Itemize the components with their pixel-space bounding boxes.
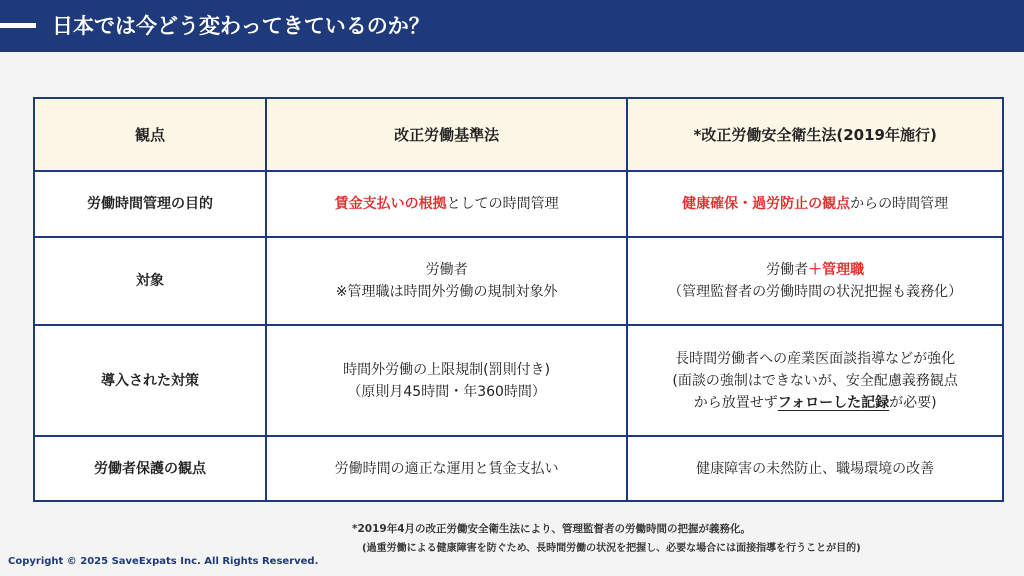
header-bar bbox=[0, 0, 1024, 52]
comparison-table bbox=[33, 97, 1004, 502]
header-safety-health-act: *改正労働安全衛生法(2019年施行) bbox=[627, 98, 1003, 171]
page-title: 日本では今どう変わってきているのか？ bbox=[52, 14, 430, 38]
table-row bbox=[34, 237, 1003, 325]
cell-line bbox=[634, 259, 996, 281]
cell-text: 長時間労働者への産業医面談指導などが強化 bbox=[675, 350, 956, 367]
underlined-text: フォローした記録 bbox=[777, 394, 890, 411]
header-accent-line bbox=[0, 23, 36, 28]
table-cell: 健康障害の未然防止、職場環境の改善 bbox=[627, 436, 1003, 501]
cell-text: からの時間管理 bbox=[850, 196, 949, 212]
row-label: 労働者保護の観点 bbox=[34, 436, 266, 501]
cell-text: （原則月45時間・年360時間） bbox=[347, 383, 546, 400]
row-label: 対象 bbox=[34, 237, 266, 325]
table-cell bbox=[266, 171, 627, 237]
footnote-2: (過重労働による健康障害を防ぐため、長時間労働の状況を把握し、必要な場合には面接指導を行うことが目的) bbox=[362, 543, 861, 554]
cell-text: としての時間管理 bbox=[446, 196, 559, 212]
cell-line bbox=[634, 392, 996, 414]
table-cell bbox=[627, 325, 1003, 436]
copyright-text: Copyright © 2025 SaveExpats Inc. All Rights Reserved. bbox=[8, 556, 319, 567]
highlight-text: 健康確保・過労防止の観点 bbox=[682, 196, 851, 212]
table-cell bbox=[266, 237, 627, 325]
cell-text: （管理監督者の労働時間の状況把握も義務化） bbox=[668, 284, 963, 300]
table-row bbox=[34, 171, 1003, 237]
cell-text: から放置せず bbox=[693, 394, 778, 411]
table-cell: 労働時間の適正な運用と賃金支払い bbox=[266, 436, 627, 501]
cell-text: 時間外労働の上限規制(罰則付き) bbox=[343, 361, 551, 378]
table-row bbox=[34, 325, 1003, 436]
table-row bbox=[34, 436, 1003, 501]
table-header-row bbox=[34, 98, 1003, 171]
header-perspective: 観点 bbox=[34, 98, 266, 171]
table-cell bbox=[266, 325, 627, 436]
highlight-text: 賃金支払いの根拠 bbox=[334, 196, 447, 212]
row-label: 労働時間管理の目的 bbox=[34, 171, 266, 237]
footnote-1: *2019年4月の改正労働安全衛生法により、管理監督者の労働時間の把握が義務化。 bbox=[352, 523, 752, 535]
cell-text: (面談の強制はできないが、安全配慮義務観点 bbox=[672, 372, 958, 389]
table-cell bbox=[627, 237, 1003, 325]
cell-note: ※管理職は時間外労働の規制対象外 bbox=[335, 284, 558, 300]
cell-text: 労働者 bbox=[766, 262, 809, 278]
cell-text: が必要) bbox=[889, 394, 937, 411]
cell-text: 労働者 bbox=[425, 262, 468, 278]
highlight-text: ＋管理職 bbox=[808, 262, 865, 278]
header-labor-standards-act: 改正労働基準法 bbox=[266, 98, 627, 171]
row-label: 導入された対策 bbox=[34, 325, 266, 436]
table-cell bbox=[627, 171, 1003, 237]
